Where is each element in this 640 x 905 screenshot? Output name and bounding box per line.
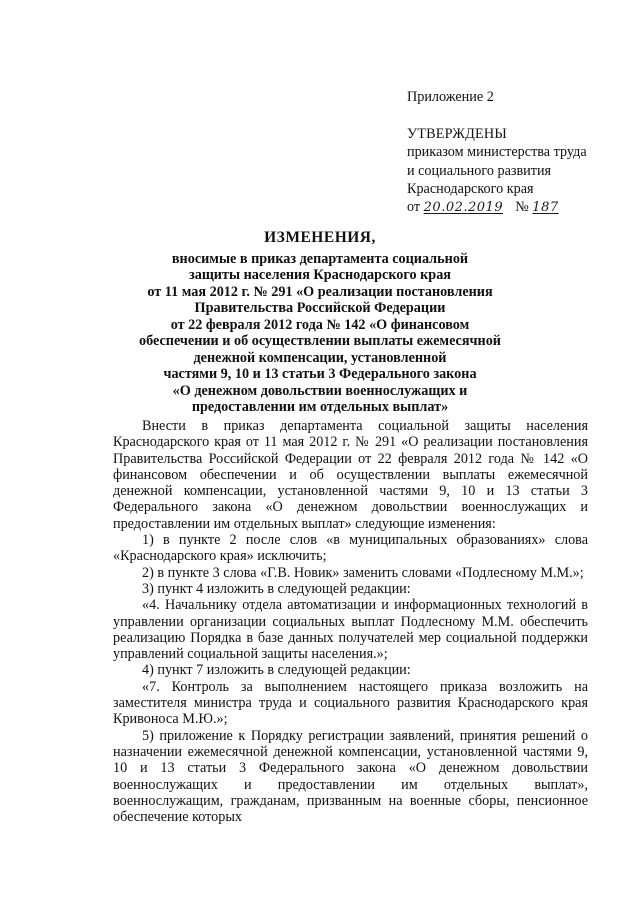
title-line: защиты населения Краснодарского края (189, 267, 451, 283)
title-line: денежной компенсации, установленной (193, 349, 447, 366)
body-paragraph: 2) в пункте 3 слова «Г.В. Новик» заменить словами «Подлесному М.М.»; (142, 564, 584, 581)
body-paragraph: «4. Начальнику отдела автоматизации и информационных технологий в управлении организации социальных выплат Подлесному М.М. обеспечить реализацию Порядка в базе данных получателей мер социальной поддержки управлений социальной защиты населения.»; (113, 597, 588, 663)
body-paragraph: 5) приложение к Порядку регистрации заявлений, принятия решений о назначении ежемесячной денежной компенсации, установленной частями 9, 10 и 13 статьи 3 Федерального закона «О денежном довольствии военнослужащих и предоставлении им отдельных выплат», военнослужащим, гражданам, призванным на военные сборы, пенсионное обеспечение которых (113, 727, 588, 826)
body-paragraph: Внести в приказ департамента социальной защиты населения Краснодарского края от 11 мая 2012 г. № 291 «О реализации постановления Правительства Российской Федерации от 22 февраля 2012 года № 142 «О финансовом обеспечении и об осуществлении выплаты ежемесячной денежной компенсации, установленной частями 9, 10 и 13 статьи 3 Федерального закона «О денежном довольствии военнослужащих и предоставлении им отдельных выплат» следующие изменения: (113, 418, 588, 532)
title-line: от 22 февраля 2012 года № 142 «О финансовом (170, 316, 470, 333)
body-paragraph: «7. Контроль за выполнением настоящего приказа возложить на заместителя министра труда и социального развития Краснодарского края Кривоноса М.Ю.»; (113, 678, 588, 728)
approved-heading: УТВЕРЖДЕНЫ (407, 126, 507, 143)
order-date-number (407, 198, 627, 217)
document-title (110, 230, 530, 416)
appendix-label: Приложение 2 (407, 89, 494, 105)
title-main: ИЗМЕНЕНИЯ, (264, 229, 376, 246)
title-line: предоставлении им отдельных выплат» (191, 399, 449, 415)
handwritten-date: 20.02.2019 (423, 200, 504, 216)
body-paragraph: 4) пункт 7 изложить в следующей редакции: (142, 662, 411, 679)
approval-line: приказом министерства труда (407, 144, 587, 161)
from-prefix: от (407, 199, 421, 216)
title-line: Правительства Российской Федерации (194, 300, 446, 316)
title-line: частями 9, 10 и 13 статьи 3 Федерального закона (163, 366, 477, 382)
number-sign: № (515, 199, 529, 216)
body-paragraph: 1) в пункте 2 после слов «в муниципальных образованиях» слова «Краснодарского края» исключить; (113, 532, 588, 565)
approval-line: и социального развития (407, 162, 552, 179)
document-body (113, 418, 588, 825)
body-paragraph: 3) пункт 4 изложить в следующей редакции: (142, 580, 411, 597)
title-line: от 11 мая 2012 г. № 291 «О реализации постановления (147, 283, 493, 300)
title-line: вносимые в приказ департамента социальной (171, 250, 469, 267)
approval-block (407, 88, 627, 217)
approval-line: Краснодарского края (407, 180, 534, 197)
title-line: «О денежном довольствии военнослужащих и (172, 382, 468, 399)
handwritten-number: 187 (532, 200, 559, 216)
title-line: обеспечении и об осуществлении выплаты ежемесячной (139, 333, 501, 349)
